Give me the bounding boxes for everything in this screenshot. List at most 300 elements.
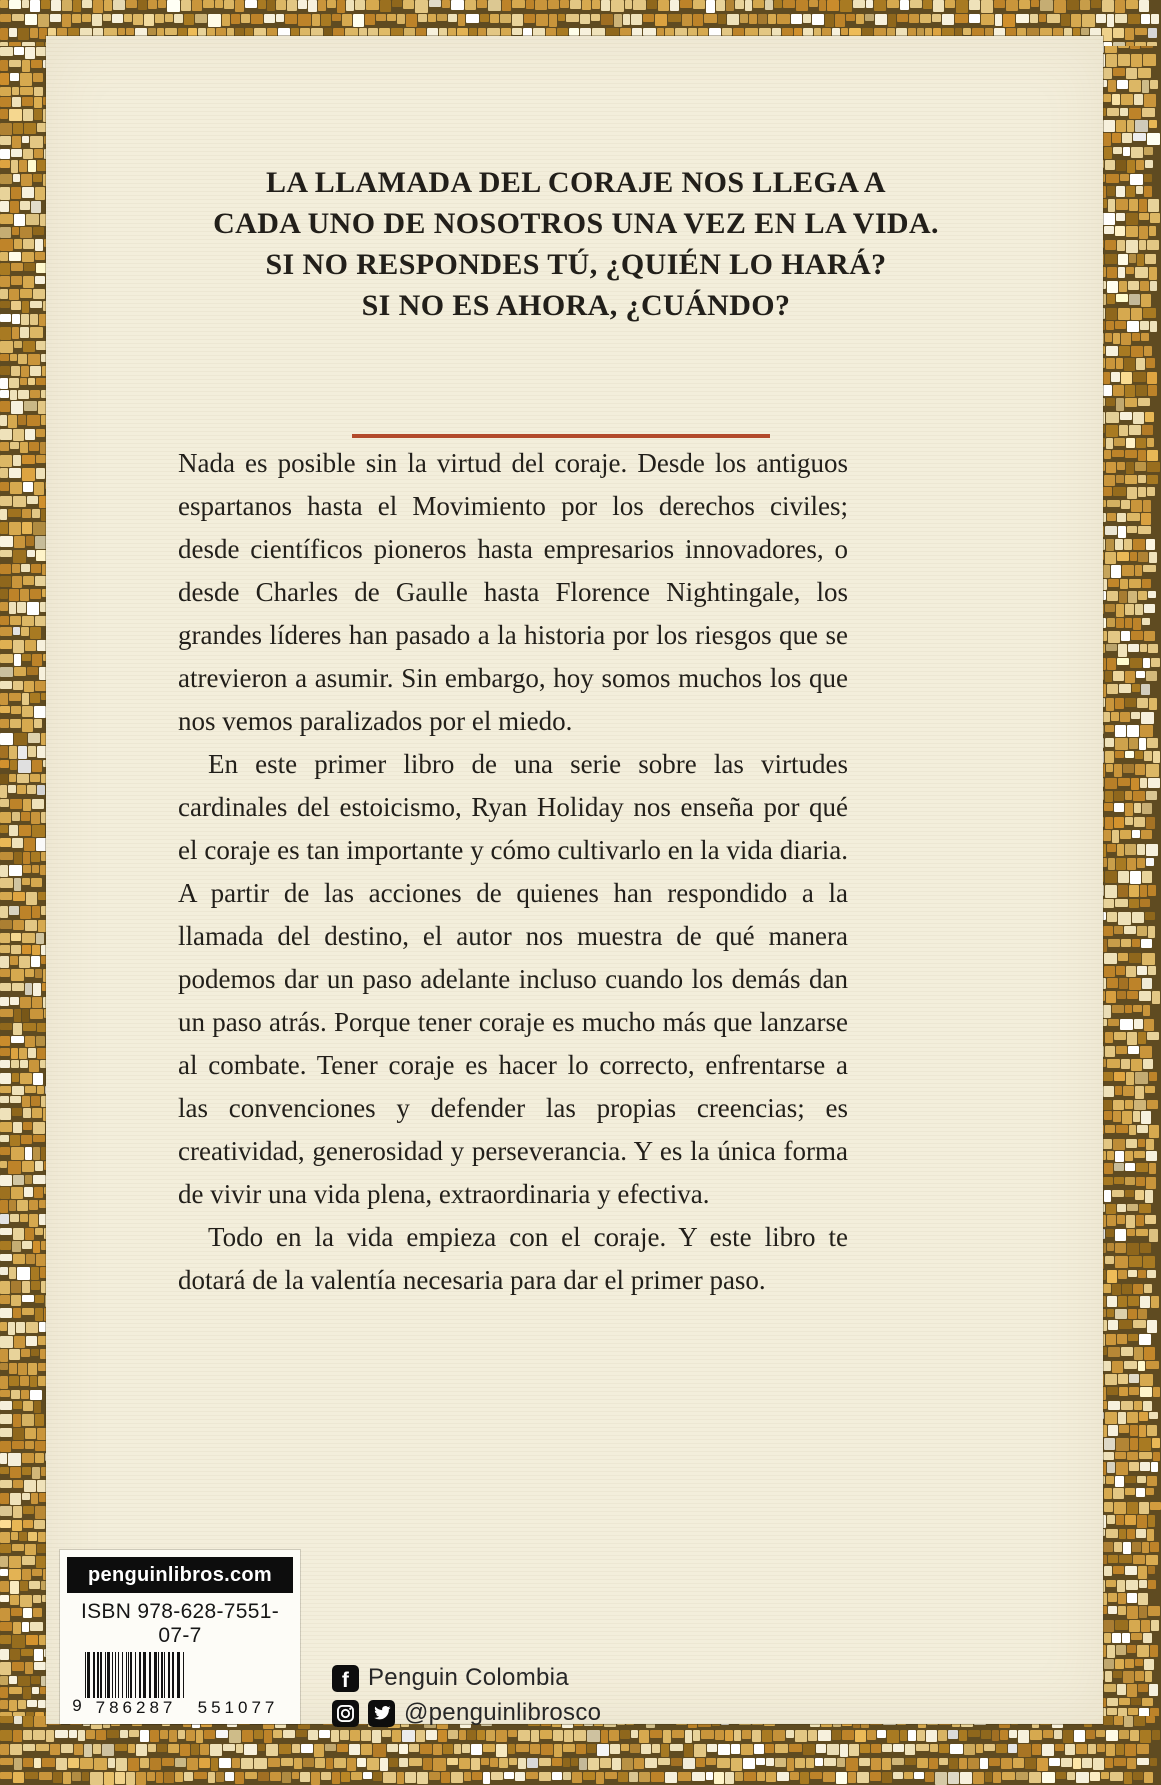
mosaic-tile <box>655 14 667 26</box>
mosaic-tile <box>1105 1758 1114 1768</box>
mosaic-tile <box>491 1772 503 1780</box>
mosaic-tile <box>1127 1684 1137 1697</box>
mosaic-tile <box>942 14 954 25</box>
mosaic-tile <box>22 933 35 943</box>
mosaic-tile <box>1106 438 1113 448</box>
mosaic-tile <box>1102 1100 1111 1111</box>
barcode-digit-group: 786287 <box>95 1698 177 1717</box>
mosaic-tile <box>0 733 13 745</box>
mosaic-tile <box>30 1622 43 1631</box>
mosaic-tile <box>1140 899 1150 907</box>
mosaic-tile <box>22 1096 30 1108</box>
mosaic-tile <box>1121 939 1131 947</box>
mosaic-tile <box>32 1108 42 1118</box>
mosaic-tile <box>14 536 25 548</box>
mosaic-tile <box>1127 487 1137 499</box>
mosaic-tile <box>925 1772 934 1782</box>
mosaic-tile <box>973 1772 984 1784</box>
mosaic-tile <box>405 1772 416 1783</box>
mosaic-tile <box>1150 80 1158 88</box>
mosaic-tile <box>630 1744 640 1753</box>
mosaic-tile <box>706 1758 717 1765</box>
mosaic-tile <box>312 14 320 26</box>
mosaic-tile <box>13 1401 21 1409</box>
mosaic-tile <box>0 693 8 705</box>
mosaic-tile <box>35 1453 44 1463</box>
mosaic-tile <box>1081 28 1088 35</box>
mosaic-tile <box>11 1147 24 1160</box>
back-cover-page <box>46 36 1103 1724</box>
mosaic-tile <box>334 1758 346 1768</box>
mosaic-tile <box>258 1772 269 1781</box>
mosaic-tile <box>1129 425 1141 434</box>
mosaic-tile <box>496 1744 508 1757</box>
mosaic-tile <box>846 1758 858 1771</box>
mosaic-tile <box>1119 1730 1129 1739</box>
mosaic-tile <box>672 1730 684 1738</box>
mosaic-tile <box>572 1772 581 1783</box>
mosaic-tile <box>609 1730 619 1741</box>
mosaic-tile <box>12 97 21 107</box>
mosaic-tile <box>1082 1758 1092 1768</box>
mosaic-tile <box>0 1480 12 1488</box>
mosaic-tile <box>1137 966 1146 975</box>
mosaic-tile <box>1139 226 1148 239</box>
mosaic-tile <box>1106 1334 1116 1346</box>
mosaic-tile <box>165 14 174 22</box>
mosaic-tile <box>264 1730 272 1743</box>
mosaic-tile <box>1103 1086 1115 1097</box>
mosaic-tile <box>1148 1606 1161 1616</box>
mosaic-tile <box>1113 333 1120 343</box>
mosaic-tile <box>518 1758 525 1769</box>
mosaic-tile <box>392 0 402 7</box>
mosaic-tile <box>12 1544 24 1551</box>
mosaic-tile <box>0 1200 8 1213</box>
mosaic-tile <box>1125 475 1137 485</box>
mosaic-tile <box>1107 1059 1120 1068</box>
mosaic-tile <box>1115 751 1125 759</box>
mosaic-tile <box>1148 1566 1155 1574</box>
mosaic-tile <box>8 415 17 428</box>
mosaic-tile <box>1116 604 1124 616</box>
mosaic-tile <box>31 60 42 68</box>
mosaic-tile <box>1151 1296 1159 1308</box>
mosaic-tile <box>1117 844 1124 856</box>
mosaic-tile <box>0 109 8 119</box>
mosaic-tile <box>0 1086 11 1093</box>
mosaic-tile <box>806 1758 814 1768</box>
barcode-bars-wrap <box>85 1652 289 1717</box>
mosaic-tile <box>211 1758 218 1771</box>
mosaic-tile <box>1128 591 1137 602</box>
mosaic-tile <box>1144 186 1151 197</box>
mosaic-tile <box>9 1556 21 1568</box>
mosaic-tile <box>0 1161 7 1168</box>
mosaic-tile <box>0 0 8 8</box>
mosaic-tile <box>486 1730 495 1741</box>
mosaic-tile <box>1106 425 1118 437</box>
mosaic-tile <box>1116 1645 1125 1655</box>
mosaic-tile <box>11 301 21 310</box>
mosaic-tile <box>0 1662 11 1675</box>
mosaic-tile <box>0 1520 11 1528</box>
mosaic-tile <box>1106 764 1113 771</box>
mosaic-tile <box>1127 725 1140 737</box>
mosaic-tile <box>0 509 7 521</box>
mosaic-tile <box>148 28 156 35</box>
mosaic-tile <box>981 1730 990 1739</box>
mosaic-tile <box>803 14 811 23</box>
mosaic-tile <box>0 1649 9 1660</box>
mosaic-tile <box>1142 803 1152 813</box>
mosaic-tile <box>361 1730 371 1741</box>
mosaic-tile <box>357 1758 366 1767</box>
mosaic-tile <box>1131 147 1142 158</box>
mosaic-tile <box>0 1758 13 1765</box>
mosaic-tile <box>1126 1139 1137 1148</box>
mosaic-tile <box>766 1758 774 1766</box>
mosaic-tile <box>892 1758 905 1765</box>
mosaic-tile <box>588 1758 599 1770</box>
mosaic-tile <box>1029 1772 1041 1783</box>
mosaic-tile <box>1135 1671 1144 1681</box>
mosaic-tile <box>981 14 993 25</box>
mosaic-tile <box>222 14 231 26</box>
mosaic-tile <box>84 1744 92 1757</box>
mosaic-tile <box>1117 1215 1125 1223</box>
mosaic-tile <box>1116 1515 1124 1525</box>
mosaic-tile <box>164 1772 174 1783</box>
mosaic-tile <box>1107 1243 1115 1252</box>
mosaic-tile <box>1139 1425 1146 1437</box>
mosaic-tile <box>1153 1452 1160 1461</box>
mosaic-tile <box>459 1730 466 1740</box>
mosaic-tile <box>200 1744 209 1755</box>
mosaic-tile <box>82 0 92 8</box>
mosaic-tile <box>10 1096 21 1104</box>
mosaic-tile <box>1108 631 1121 643</box>
mosaic-tile <box>512 28 522 35</box>
mosaic-tile <box>1125 803 1133 816</box>
mosaic-tile <box>373 1772 382 1782</box>
mosaic-tile <box>0 1135 9 1142</box>
mosaic-tile <box>12 314 20 323</box>
mosaic-tile <box>0 1772 12 1780</box>
mosaic-tile <box>26 892 37 905</box>
mosaic-tile <box>1127 858 1137 870</box>
mosaic-tile <box>0 455 12 467</box>
mosaic-tile <box>1106 1730 1118 1741</box>
mosaic-tile <box>1133 791 1144 801</box>
mosaic-tile <box>601 14 613 25</box>
mosaic-tile <box>1102 1361 1110 1371</box>
mosaic-tile <box>1129 199 1138 211</box>
mosaic-tile <box>1113 1671 1122 1678</box>
mosaic-tile <box>433 1744 442 1755</box>
mosaic-tile <box>28 1532 37 1541</box>
mosaic-tile <box>1105 333 1112 342</box>
mosaic-tile <box>1135 565 1143 576</box>
mosaic-tile <box>361 1744 373 1755</box>
mosaic-tile <box>0 42 8 46</box>
synopsis-paragraph: Todo en la vida empieza con el coraje. Y este libro te dotará de la valentía necesaria para dar el primer paso. <box>178 1222 848 1295</box>
mosaic-tile <box>1120 108 1128 116</box>
mosaic-tile <box>195 14 207 23</box>
mosaic-tile <box>601 0 611 11</box>
mosaic-tile <box>0 1108 11 1120</box>
mosaic-tile <box>10 760 18 770</box>
mosaic-tile <box>994 0 1005 8</box>
mosaic-tile <box>1107 1215 1116 1226</box>
mosaic-tile <box>1129 738 1138 749</box>
mosaic-tile <box>553 1730 563 1741</box>
twitter-icon <box>368 1700 395 1727</box>
mosaic-tile <box>136 1744 147 1756</box>
mosaic-tile <box>1107 108 1119 116</box>
mosaic-tile <box>41 0 50 9</box>
mosaic-tile <box>685 1730 692 1743</box>
mosaic-tile <box>33 1122 45 1134</box>
mosaic-tile <box>955 14 968 23</box>
mosaic-tile <box>1137 926 1147 936</box>
mosaic-tile <box>62 14 71 27</box>
isbn-barcode-block <box>60 1550 300 1724</box>
mosaic-tile <box>1103 68 1111 79</box>
mosaic-tile <box>1116 213 1125 221</box>
mosaic-tile <box>643 28 656 36</box>
mosaic-tile <box>294 1758 302 1769</box>
mosaic-tile <box>1141 513 1151 525</box>
mosaic-tile <box>714 1772 724 1784</box>
mosaic-tile <box>800 1772 809 1784</box>
mosaic-tile <box>1112 133 1121 143</box>
mosaic-tile <box>231 14 240 24</box>
mosaic-tile <box>718 14 727 24</box>
mosaic-tile <box>753 0 764 8</box>
mosaic-tile <box>1105 1374 1117 1385</box>
mosaic-tile <box>25 640 36 651</box>
mosaic-tile <box>258 0 267 9</box>
mosaic-tile <box>25 983 33 995</box>
mosaic-tile <box>938 1730 947 1741</box>
mosaic-tile <box>1138 487 1146 497</box>
mosaic-tile <box>113 0 126 10</box>
mosaic-tile <box>1016 1772 1028 1780</box>
mosaic-tile <box>19 160 27 172</box>
mosaic-tile <box>23 1023 36 1031</box>
mosaic-tile <box>9 1349 20 1360</box>
mosaic-tile <box>1136 671 1145 678</box>
mosaic-tile <box>17 1267 30 1280</box>
mosaic-tile <box>766 1772 777 1782</box>
mosaic-tile <box>853 0 865 8</box>
mosaic-tile <box>27 602 39 614</box>
mosaic-tile <box>94 1758 106 1770</box>
barcode-digit-group: 551077 <box>197 1698 279 1717</box>
mosaic-tile <box>12 1635 24 1647</box>
mosaic-tile <box>1113 1488 1125 1500</box>
mosaic-tile <box>35 1506 46 1519</box>
mosaic-tile <box>596 1772 604 1784</box>
mosaic-tile <box>1108 939 1121 947</box>
mosaic-tile <box>735 1772 743 1781</box>
mosaic-tile <box>158 0 166 8</box>
mosaic-tile <box>1107 294 1115 304</box>
headline-line: SI NO ES AHORA, ¿CUÁNDO? <box>361 289 791 322</box>
mosaic-tile <box>36 1036 45 1047</box>
mosaic-tile <box>1132 1542 1141 1552</box>
mosaic-tile <box>10 1744 22 1755</box>
mosaic-tile <box>948 1772 959 1785</box>
mosaic-tile <box>1056 1772 1066 1779</box>
mosaic-tile <box>0 482 9 491</box>
mosaic-tile <box>678 1772 691 1781</box>
mosaic-tile <box>315 1758 324 1768</box>
mosaic-tile <box>36 933 44 944</box>
mosaic-tile <box>1115 1243 1125 1253</box>
mosaic-tile <box>216 1730 228 1738</box>
mosaic-tile <box>0 47 13 57</box>
mosaic-tile <box>1114 1542 1122 1553</box>
mosaic-tile <box>25 47 35 59</box>
publisher-website: penguinlibros.com <box>67 1557 293 1593</box>
mosaic-tile <box>298 14 311 26</box>
mosaic-tile <box>10 201 19 213</box>
mosaic-tile <box>23 1730 32 1740</box>
mosaic-tile <box>1128 644 1139 652</box>
mosaic-tile <box>1104 1190 1111 1202</box>
mosaic-tile <box>1151 1462 1159 1472</box>
mosaic-tile <box>1106 321 1115 330</box>
barcode <box>67 1652 293 1717</box>
mosaic-tile <box>181 0 191 11</box>
mosaic-tile <box>1114 1032 1126 1040</box>
mosaic-tile <box>165 28 177 35</box>
mosaic-tile <box>900 1730 907 1741</box>
mosaic-tile <box>1039 14 1046 22</box>
mosaic-tile <box>1138 68 1150 78</box>
mosaic-tile <box>1106 1529 1118 1538</box>
mosaic-tile <box>11 366 20 376</box>
mosaic-tile <box>409 1744 419 1752</box>
mosaic-tile <box>786 1730 795 1738</box>
mosaic-tile <box>796 0 808 11</box>
mosaic-tile <box>1103 120 1115 132</box>
mosaic-tile <box>12 1086 24 1095</box>
mosaic-tile <box>1125 1659 1134 1668</box>
mosaic-tile <box>1124 1361 1136 1369</box>
barcode-digit-row <box>85 1698 289 1717</box>
mosaic-tile <box>459 1758 469 1769</box>
mosaic-tile <box>229 1730 241 1743</box>
mosaic-tile <box>18 1363 27 1375</box>
mosaic-tile <box>1115 1476 1125 1487</box>
mosaic-tile <box>30 1376 37 1387</box>
mosaic-tile <box>1104 1633 1111 1643</box>
mosaic-tile <box>1105 526 1117 536</box>
mosaic-tile <box>1140 725 1153 737</box>
mosaic-tile <box>78 1730 85 1741</box>
mosaic-tile <box>74 1744 83 1755</box>
mosaic-tile <box>1067 1772 1075 1780</box>
mosaic-tile <box>0 1532 10 1543</box>
mosaic-tile <box>1080 0 1090 10</box>
mosaic-tile <box>296 1730 307 1737</box>
mosaic-tile <box>1114 1163 1124 1171</box>
mosaic-tile <box>1127 1502 1139 1514</box>
mosaic-tile <box>583 1772 595 1781</box>
mosaic-tile <box>1148 926 1155 938</box>
mosaic-tile <box>1106 1476 1114 1484</box>
mosaic-tile <box>1145 160 1153 168</box>
mosaic-tile <box>508 1744 515 1754</box>
mosaic-tile <box>32 945 40 955</box>
mosaic-tile <box>11 187 21 199</box>
mosaic-tile <box>1129 1620 1140 1632</box>
mosaic-tile <box>1143 500 1151 512</box>
mosaic-tile <box>1130 871 1142 884</box>
mosaic-tile <box>1117 240 1125 251</box>
mosaic-tile <box>893 1744 904 1752</box>
mosaic-tile <box>90 1772 103 1785</box>
mosaic-tile <box>1107 267 1117 278</box>
mosaic-tile <box>930 1744 939 1752</box>
mosaic-tile <box>236 1744 244 1753</box>
mosaic-tile <box>1009 1730 1018 1738</box>
mosaic-tile <box>1131 1059 1142 1071</box>
mosaic-tile <box>472 1772 481 1780</box>
mosaic-tile <box>926 1730 937 1742</box>
mosaic-tile <box>570 0 581 9</box>
mosaic-tile <box>0 1556 8 1567</box>
mosaic-tile <box>13 123 23 134</box>
mosaic-tile <box>1000 1730 1008 1740</box>
mosaic-tile <box>0 1023 12 1030</box>
mosaic-tile <box>1133 1284 1144 1294</box>
mosaic-tile <box>0 1281 10 1294</box>
mosaic-tile <box>1135 267 1148 278</box>
mosaic-tile <box>731 1758 743 1771</box>
mosaic-tile <box>1106 462 1116 473</box>
mosaic-tile <box>1119 1387 1128 1396</box>
mosaic-tile <box>612 1758 621 1770</box>
mosaic-tile <box>1112 450 1124 457</box>
mosaic-tile <box>32 825 45 838</box>
mosaic-tile <box>1150 321 1158 332</box>
mosaic-tile <box>418 14 427 22</box>
mosaic-tile <box>31 956 40 966</box>
mosaic-tile <box>1115 1229 1126 1241</box>
mosaic-tile <box>1147 1425 1157 1436</box>
mosaic-tile <box>1139 240 1147 250</box>
mosaic-tile <box>1117 658 1128 665</box>
mosaic-tile <box>301 1744 313 1753</box>
mosaic-tile <box>196 1730 203 1743</box>
mosaic-tile <box>0 214 13 224</box>
mosaic-tile <box>32 799 44 809</box>
mosaic-tile <box>148 0 157 9</box>
mosaic-tile <box>13 627 20 635</box>
mosaic-tile <box>1138 1593 1148 1605</box>
mosaic-tile <box>1113 28 1124 38</box>
mosaic-tile <box>1124 1716 1133 1727</box>
mosaic-tile <box>35 1295 44 1303</box>
mosaic-tile <box>1133 539 1144 551</box>
mosaic-tile <box>23 276 34 288</box>
barcode-bar <box>184 1652 186 1698</box>
mosaic-tile <box>1116 294 1128 302</box>
